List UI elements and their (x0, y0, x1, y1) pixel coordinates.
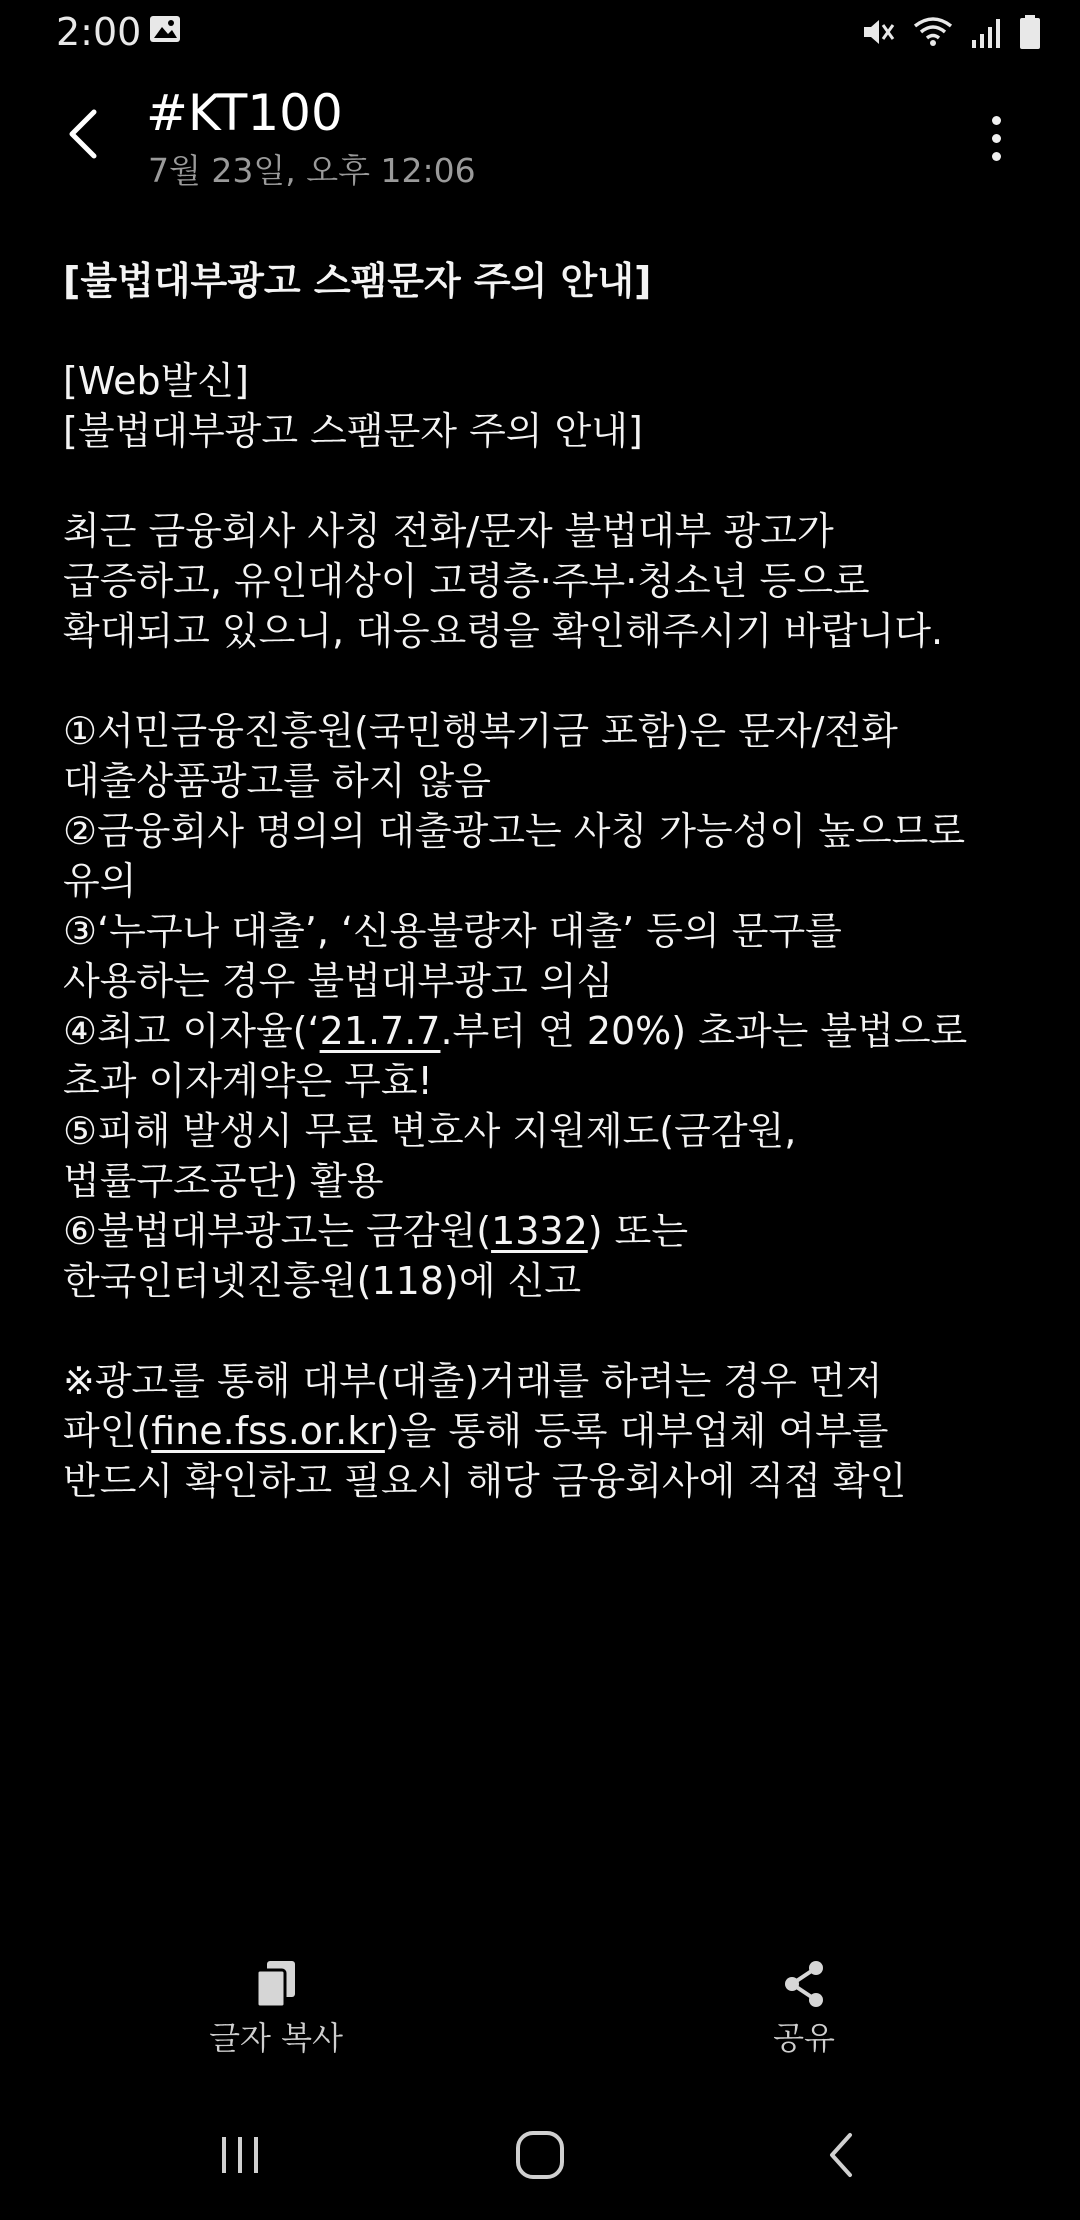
message-subtitle: [불법대부광고 스팸문자 주의 안내] (63, 409, 643, 453)
nav-back-icon (822, 2129, 858, 2181)
item-3-line: ③‘누구나 대출’, ‘신용불량자 대출’ 등의 문구를 (63, 909, 842, 953)
copy-text-button[interactable] (156, 1958, 396, 2058)
more-options-icon (992, 116, 1001, 125)
item-5-line: 법률구조공단) 활용 (63, 1159, 384, 1203)
web-sender-tag: [Web발신] (63, 359, 249, 403)
date-link[interactable]: 21.7.7 (319, 1009, 441, 1053)
item-2-line: ②금융회사 명의의 대출광고는 사칭 가능성이 높으므로 (63, 809, 966, 853)
nav-recents-button[interactable] (200, 2120, 280, 2190)
item-4-line: ④최고 이자율(‘21.7.7.부터 연 20%) 초과는 불법으로 (63, 1009, 968, 1053)
gallery-icon (148, 14, 182, 44)
item-5-line: ⑤피해 발생시 무료 변호사 지원제도(금감원, (63, 1109, 797, 1153)
signal-icon (970, 14, 1002, 50)
item-6-line: 한국인터넷진흥원(118)에 신고 (63, 1259, 582, 1303)
copy-text-label: 글자 복사 (209, 2019, 343, 2057)
note-line: 파인(fine.fss.or.kr)을 통해 등록 대부업체 여부를 (63, 1409, 889, 1453)
item-2-line: 유의 (63, 859, 137, 903)
intro-line: 확대되고 있으니, 대응요령을 확인해주시기 바랍니다. (63, 609, 944, 653)
item-1-line: 대출상품광고를 하지 않음 (63, 759, 491, 803)
status-icons (860, 12, 1042, 52)
item-1-line: ①서민금융진흥원(국민행복기금 포함)은 문자/전화 (63, 709, 898, 753)
more-options-button[interactable] (972, 106, 1020, 170)
share-button[interactable] (684, 1958, 924, 2058)
website-link[interactable]: fine.fss.or.kr (151, 1409, 385, 1453)
wifi-icon (912, 14, 954, 50)
sender-title: #KT100 (146, 84, 343, 142)
back-arrow-icon (64, 108, 100, 160)
phone-link[interactable]: 1332 (491, 1209, 588, 1253)
share-icon (780, 1958, 828, 2010)
status-time: 2:00 (56, 10, 142, 54)
home-icon (514, 2129, 566, 2181)
intro-line: 최근 금융회사 사칭 전화/문자 불법대부 광고가 (63, 509, 834, 553)
note-line: 반드시 확인하고 필요시 해당 금융회사에 직접 확인 (63, 1459, 907, 1503)
battery-icon (1018, 14, 1042, 50)
item-6-line: ⑥불법대부광고는 금감원(1332) 또는 (63, 1209, 689, 1253)
message-timestamp: 7월 23일, 오후 12:06 (148, 151, 476, 190)
recents-icon (216, 2133, 264, 2177)
note-line: ※광고를 통해 대부(대출)거래를 하려는 경우 먼저 (63, 1359, 883, 1403)
mute-icon (860, 14, 896, 50)
nav-home-button[interactable] (500, 2120, 580, 2190)
share-label: 공유 (773, 2019, 835, 2057)
intro-line: 급증하고, 유인대상이 고령층·주부·청소년 등으로 (63, 559, 870, 603)
back-button[interactable] (54, 102, 110, 166)
item-3-line: 사용하는 경우 불법대부광고 의심 (63, 959, 614, 1003)
nav-back-button[interactable] (800, 2120, 880, 2190)
message-body (63, 256, 1023, 1506)
copy-icon (252, 1958, 300, 2010)
item-4-line: 초과 이자계약은 무효! (63, 1059, 433, 1103)
message-title: [불법대부광고 스팸문자 주의 안내] (63, 259, 652, 303)
